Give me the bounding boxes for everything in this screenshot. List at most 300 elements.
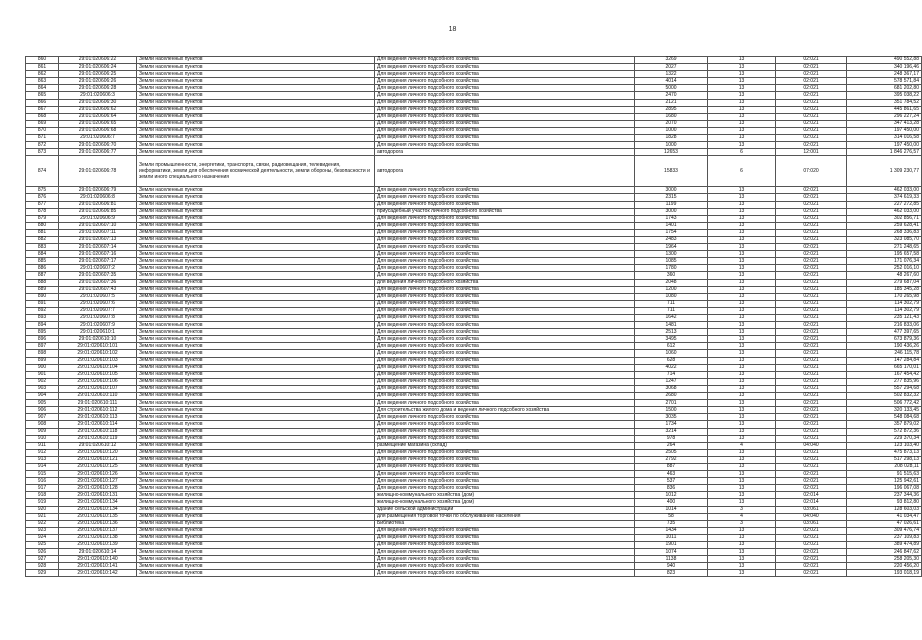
row-number: 881	[26, 229, 59, 236]
area-value: 1138	[635, 556, 708, 563]
use-code: 02:021	[776, 421, 847, 428]
area-value: 628	[635, 357, 708, 364]
cadastral-value: 125 942,61	[847, 478, 922, 485]
permitted-use: Для ведения личного подсобного хозяйства	[375, 85, 635, 92]
land-category: Земли населенных пунктов	[137, 194, 375, 201]
area-value: 1901	[635, 542, 708, 549]
cadastral-value: 340 196,46	[847, 64, 922, 71]
use-code: 02:021	[776, 201, 847, 208]
cadastral-value: 171 076,34	[847, 258, 922, 265]
row-number: 861	[26, 64, 59, 71]
permitted-use: Для ведения личного подсобного хозяйства	[375, 393, 635, 400]
permitted-use: Для ведения личного подсобного хозяйства	[375, 222, 635, 229]
cadastral-value: 395 038,22	[847, 92, 922, 99]
cadastral-value: 216 833,06	[847, 322, 922, 329]
permitted-use: Для ведения личного подсобного хозяйства	[375, 315, 635, 322]
permitted-use: Для ведения личного подсобного хозяйства	[375, 329, 635, 336]
permitted-use: Для ведения личного подсобного хозяйства	[375, 307, 635, 314]
cadastral-number: 29:01:020606:85	[59, 208, 137, 215]
land-category: Земли населенных пунктов	[137, 456, 375, 463]
use-code: 02:021	[776, 286, 847, 293]
row-number: 877	[26, 201, 59, 208]
use-code: 02:021	[776, 85, 847, 92]
table-row	[26, 492, 922, 499]
use-code: 02:021	[776, 478, 847, 485]
group-number: 13	[708, 71, 776, 78]
land-category: Земли населенных пунктов	[137, 201, 375, 208]
cadastral-value: 665 170,01	[847, 364, 922, 371]
row-number: 920	[26, 506, 59, 513]
area-value: 2680	[635, 393, 708, 400]
cadastral-value: 502 832,32	[847, 393, 922, 400]
land-category: Земли населенных пунктов	[137, 492, 375, 499]
cadastral-number: 29:01:020607:17	[59, 258, 137, 265]
use-code: 02:021	[776, 350, 847, 357]
group-number: 13	[708, 229, 776, 236]
table-row	[26, 187, 922, 194]
cadastral-value: 259 628,41	[847, 222, 922, 229]
cadastral-number: 29:01:020606:78	[59, 156, 137, 187]
group-number: 13	[708, 393, 776, 400]
cadastral-number: 29:01:020610:134	[59, 499, 137, 506]
permitted-use: Для ведения личного подсобного хозяйства	[375, 485, 635, 492]
cadastral-value: 279 687,04	[847, 279, 922, 286]
area-value: 1011	[635, 534, 708, 541]
row-number: 918	[26, 492, 59, 499]
cadastral-value: 557 294,68	[847, 385, 922, 392]
land-category: Земли населенных пунктов	[137, 187, 375, 194]
cadastral-value: 475 873,13	[847, 449, 922, 456]
row-number: 865	[26, 92, 59, 99]
use-code: 02:021	[776, 385, 847, 392]
cadastral-value: 1 309 230,77	[847, 156, 922, 187]
cadastral-value: 193 018,19	[847, 570, 922, 577]
row-number: 882	[26, 236, 59, 243]
area-value: 2027	[635, 64, 708, 71]
area-value: 1734	[635, 421, 708, 428]
group-number: 13	[708, 471, 776, 478]
area-value: 1642	[635, 315, 708, 322]
cadastral-value: 323 085,70	[847, 236, 922, 243]
row-number: 878	[26, 208, 59, 215]
use-code: 02:014	[776, 499, 847, 506]
land-category: Земли населенных пунктов	[137, 307, 375, 314]
row-number: 869	[26, 120, 59, 127]
cadastral-number: 29:01:020610:119	[59, 435, 137, 442]
permitted-use: жилищно-коммунального хозяйства (дом)	[375, 499, 635, 506]
group-number: 13	[708, 315, 776, 322]
group-number: 13	[708, 135, 776, 142]
row-number: 914	[26, 463, 59, 470]
table-row	[26, 499, 922, 506]
cadastral-value: 229 370,34	[847, 435, 922, 442]
land-category: Земли населенных пунктов	[137, 57, 375, 64]
permitted-use: Для ведения личного подсобного хозяйства	[375, 71, 635, 78]
cadastral-value: 248 367,17	[847, 71, 922, 78]
cadastral-number: 29:01:020606:28	[59, 85, 137, 92]
cadastral-value: 93 812,80	[847, 499, 922, 506]
permitted-use: Для ведения личного подсобного хозяйства	[375, 449, 635, 456]
area-value: 823	[635, 570, 708, 577]
row-number: 885	[26, 258, 59, 265]
cadastral-value: 48 267,60	[847, 272, 922, 279]
cadastral-number: 29:01:020610:128	[59, 485, 137, 492]
land-category: Земли населенных пунктов	[137, 99, 375, 106]
area-value: 711	[635, 300, 708, 307]
table-row	[26, 258, 922, 265]
use-code: 02:021	[776, 449, 847, 456]
cadastral-value: 190 436,26	[847, 343, 922, 350]
land-category: Земли населенных пунктов	[137, 244, 375, 251]
permitted-use: Для ведения личного подсобного хозяйства	[375, 265, 635, 272]
area-value: 1322	[635, 71, 708, 78]
use-code: 02:021	[776, 194, 847, 201]
land-category: Земли населенных пунктов	[137, 513, 375, 520]
permitted-use: Для ведения личного подсобного хозяйства	[375, 106, 635, 113]
table-row	[26, 71, 922, 78]
cadastral-number: 29:01:020610:111	[59, 400, 137, 407]
row-number: 921	[26, 513, 59, 520]
area-value: 1680	[635, 113, 708, 120]
group-number: 3	[708, 506, 776, 513]
use-code: 02:021	[776, 378, 847, 385]
area-value: 4014	[635, 78, 708, 85]
cadastral-number: 29:01:020610:121	[59, 456, 137, 463]
area-value: 3214	[635, 428, 708, 435]
permitted-use: Для ведения личного подсобного хозяйства	[375, 563, 635, 570]
row-number: 910	[26, 435, 59, 442]
land-category: Земли населенных пунктов	[137, 563, 375, 570]
group-number: 13	[708, 428, 776, 435]
use-code: 02:021	[776, 78, 847, 85]
cadastral-number: 29:01:020606:25	[59, 71, 137, 78]
cadastral-number: 29:01:020606:79	[59, 187, 137, 194]
area-value: 463	[635, 471, 708, 478]
use-code: 02:021	[776, 229, 847, 236]
cadastral-number: 29:01:020607:11	[59, 229, 137, 236]
table-row	[26, 563, 922, 570]
cadastral-number: 29:01:020610:131	[59, 492, 137, 499]
group-number: 13	[708, 215, 776, 222]
area-value: 1085	[635, 258, 708, 265]
group-number: 13	[708, 222, 776, 229]
land-category: Земли населенных пунктов	[137, 499, 375, 506]
row-number: 880	[26, 222, 59, 229]
group-number: 13	[708, 92, 776, 99]
use-code: 02:021	[776, 215, 847, 222]
area-value: 15833	[635, 156, 708, 187]
land-category: Земли населенных пунктов	[137, 149, 375, 156]
cadastral-number: 29:01:020606:8	[59, 194, 137, 201]
use-code: 02:021	[776, 357, 847, 364]
cadastral-value: 246 115,78	[847, 350, 922, 357]
use-code: 02:021	[776, 556, 847, 563]
row-number: 898	[26, 350, 59, 357]
cadastral-value: 302 856,71	[847, 215, 922, 222]
cadastral-number: 29:01:020610:138	[59, 534, 137, 541]
area-value: 537	[635, 478, 708, 485]
cadastral-number: 29:01:020610:110	[59, 393, 137, 400]
cadastral-number: 29:01:020610:126	[59, 471, 137, 478]
cadastral-number: 29:01:020607:16	[59, 251, 137, 258]
cadastral-number: 29:01:020606:70	[59, 142, 137, 149]
table-row	[26, 463, 922, 470]
group-number: 13	[708, 463, 776, 470]
cadastral-number: 29:01:020610:114	[59, 421, 137, 428]
permitted-use: Для ведения личного подсобного хозяйства	[375, 187, 635, 194]
cadastral-value: 681 202,80	[847, 85, 922, 92]
group-number: 13	[708, 236, 776, 243]
cadastral-value: 351 784,52	[847, 99, 922, 106]
land-category: Земли населенных пунктов	[137, 329, 375, 336]
cadastral-value: 227 272,85	[847, 201, 922, 208]
row-number: 895	[26, 329, 59, 336]
area-value: 3000	[635, 208, 708, 215]
permitted-use: Для строительства жилого дома и ведения личного подсобного хозяйства	[375, 407, 635, 414]
permitted-use: Для ведения личного подсобного хозяйства	[375, 456, 635, 463]
group-number: 13	[708, 258, 776, 265]
row-number: 901	[26, 371, 59, 378]
group-number: 13	[708, 57, 776, 64]
cadastral-number: 29:01:020610:106	[59, 378, 137, 385]
permitted-use: Для ведения личного подсобного хозяйства	[375, 435, 635, 442]
group-number: 13	[708, 142, 776, 149]
land-category: Земли населенных пунктов	[137, 520, 375, 527]
permitted-use: Для ведения личного подсобного хозяйства	[375, 371, 635, 378]
area-value: 1481	[635, 322, 708, 329]
land-category: Земли промышленности, энергетики, транспорта, связи, радиовещания, телевидения, информатики, земли для обеспечения космической деятельности, земли обороны, безопасности и земли иного специального назначения	[137, 156, 375, 187]
cadastral-value: 673 879,36	[847, 336, 922, 343]
use-code: 02:021	[776, 64, 847, 71]
permitted-use: Для ведения личного подсобного хозяйства	[375, 322, 635, 329]
permitted-use: Для ведения личного подсобного хозяйства	[375, 229, 635, 236]
table-row	[26, 513, 922, 520]
land-category: Земли населенных пунктов	[137, 350, 375, 357]
cadastral-value: 195 657,58	[847, 251, 922, 258]
area-value: 1434	[635, 527, 708, 534]
cadastral-number: 29:01:020610:101	[59, 343, 137, 350]
table-row	[26, 329, 922, 336]
cadastral-number: 29:01:020607:14	[59, 244, 137, 251]
area-value: 1060	[635, 350, 708, 357]
use-code: 02:021	[776, 244, 847, 251]
use-code: 02:021	[776, 400, 847, 407]
cadastral-number: 29:01:020607:13	[59, 236, 137, 243]
group-number: 13	[708, 329, 776, 336]
group-number: 13	[708, 106, 776, 113]
use-code: 02:021	[776, 322, 847, 329]
area-value: 3000	[635, 187, 708, 194]
row-number: 863	[26, 78, 59, 85]
row-number: 879	[26, 215, 59, 222]
cadastral-value: 128 603,03	[847, 506, 922, 513]
cadastral-number: 29:01:020607:6	[59, 300, 137, 307]
cadastral-number: 29:01:020610:120	[59, 449, 137, 456]
land-category: Земли населенных пунктов	[137, 542, 375, 549]
cadastral-number: 29:01:020607:36	[59, 279, 137, 286]
land-category: Земли населенных пунктов	[137, 357, 375, 364]
area-value: 978	[635, 435, 708, 442]
permitted-use: для ведения личного подсобного хозяйства	[375, 279, 635, 286]
row-number: 922	[26, 520, 59, 527]
cadastral-value: 445 861,65	[847, 106, 922, 113]
row-number: 871	[26, 135, 59, 142]
row-number: 923	[26, 527, 59, 534]
row-number: 866	[26, 99, 59, 106]
group-number: 13	[708, 478, 776, 485]
cadastral-value: 572 872,36	[847, 428, 922, 435]
land-category: Земли населенных пунктов	[137, 142, 375, 149]
land-category: Земли населенных пунктов	[137, 78, 375, 85]
row-number: 872	[26, 142, 59, 149]
area-value: 887	[635, 463, 708, 470]
cadastral-number: 29:01:020606:9	[59, 215, 137, 222]
permitted-use: Для ведения личного подсобного хозяйства	[375, 99, 635, 106]
permitted-use: Для ведения личного подсобного хозяйства	[375, 414, 635, 421]
table-row	[26, 478, 922, 485]
use-code: 02:021	[776, 549, 847, 556]
area-value: 2470	[635, 92, 708, 99]
cadastral-value: 548 084,68	[847, 414, 922, 421]
use-code: 12:001	[776, 149, 847, 156]
row-number: 911	[26, 442, 59, 449]
row-number: 915	[26, 471, 59, 478]
cadastral-number: 29:01:020607:35	[59, 272, 137, 279]
permitted-use: приусадебный участок личного подсобного хозяйства	[375, 208, 635, 215]
cadastral-number: 29:01:020607:5	[59, 293, 137, 300]
land-category: Земли населенных пунктов	[137, 64, 375, 71]
use-code: 02:021	[776, 293, 847, 300]
area-value: 4022	[635, 364, 708, 371]
permitted-use: Для ведения личного подсобного хозяйства	[375, 92, 635, 99]
permitted-use: Для ведения личного подсобного хозяйства	[375, 236, 635, 243]
row-number: 875	[26, 187, 59, 194]
cadastral-number: 29:01:020606:30	[59, 99, 137, 106]
land-category: Земли населенных пунктов	[137, 371, 375, 378]
row-number: 883	[26, 244, 59, 251]
use-code: 02:021	[776, 456, 847, 463]
group-number: 13	[708, 251, 776, 258]
cadastral-number: 29:01:020610:105	[59, 371, 137, 378]
cadastral-number: 29:01:020606:7	[59, 135, 137, 142]
permitted-use: Для ведения личного подсобного хозяйства	[375, 428, 635, 435]
table-row	[26, 315, 922, 322]
row-number: 874	[26, 156, 59, 187]
cadastral-value: 208 028,11	[847, 463, 922, 470]
land-category: Земли населенных пунктов	[137, 222, 375, 229]
table-row	[26, 350, 922, 357]
use-code: 02:021	[776, 542, 847, 549]
row-number: 909	[26, 428, 59, 435]
cadastral-value: 167 454,42	[847, 371, 922, 378]
cadastral-value: 320 133,45	[847, 407, 922, 414]
row-number: 884	[26, 251, 59, 258]
permitted-use: Для ведения личного подсобного хозяйства	[375, 57, 635, 64]
use-code: 02:021	[776, 127, 847, 134]
permitted-use: для размещения торговой точки по обслуживанию населения	[375, 513, 635, 520]
cadastral-number: 29:01:020610:10	[59, 336, 137, 343]
area-value: 612	[635, 343, 708, 350]
group-number: 13	[708, 113, 776, 120]
use-code: 02:021	[776, 300, 847, 307]
row-number: 913	[26, 456, 59, 463]
area-value: 12653	[635, 149, 708, 156]
land-category: Земли населенных пунктов	[137, 208, 375, 215]
cadastral-number: 29:01:020610:104	[59, 364, 137, 371]
table-row	[26, 149, 922, 156]
land-category: Земли населенных пунктов	[137, 527, 375, 534]
land-category: Земли населенных пунктов	[137, 300, 375, 307]
row-number: 873	[26, 149, 59, 156]
table-row	[26, 265, 922, 272]
group-number: 13	[708, 78, 776, 85]
land-category: Земли населенных пунктов	[137, 364, 375, 371]
permitted-use: Для ведения личного подсобного хозяйства	[375, 471, 635, 478]
group-number: 13	[708, 286, 776, 293]
cadastral-value: 347 413,28	[847, 120, 922, 127]
row-number: 905	[26, 400, 59, 407]
table-row	[26, 414, 922, 421]
cadastral-value: 389 474,89	[847, 542, 922, 549]
area-value: 1000	[635, 142, 708, 149]
permitted-use: Для ведения личного подсобного хозяйства	[375, 556, 635, 563]
permitted-use: Для ведения личного подсобного хозяйства	[375, 421, 635, 428]
permitted-use: Для ведения личного подсобного хозяйства	[375, 135, 635, 142]
permitted-use: Для ведения личного подсобного хозяйства	[375, 244, 635, 251]
row-number: 892	[26, 307, 59, 314]
cadastral-value: 41 034,47	[847, 513, 922, 520]
land-category: Земли населенных пунктов	[137, 393, 375, 400]
use-code: 02:021	[776, 570, 847, 577]
group-number: 13	[708, 272, 776, 279]
use-code: 02:021	[776, 435, 847, 442]
area-value: 1754	[635, 229, 708, 236]
area-value: 1200	[635, 286, 708, 293]
cadastral-number: 29:01:020610:136	[59, 520, 137, 527]
permitted-use: Для ведения личного подсобного хозяйства	[375, 542, 635, 549]
cadastral-value: 246 847,62	[847, 549, 922, 556]
group-number: 13	[708, 208, 776, 215]
table-row	[26, 142, 922, 149]
land-category: Земли населенных пунктов	[137, 272, 375, 279]
group-number: 13	[708, 265, 776, 272]
land-category: Земли населенных пунктов	[137, 113, 375, 120]
table-row	[26, 322, 922, 329]
use-code: 02:021	[776, 307, 847, 314]
permitted-use: Для ведения личного подсобного хозяйства	[375, 201, 635, 208]
land-category: Земли населенных пунктов	[137, 135, 375, 142]
land-category: Земли населенных пунктов	[137, 85, 375, 92]
group-number: 13	[708, 85, 776, 92]
land-category: Земли населенных пунктов	[137, 385, 375, 392]
row-number: 907	[26, 414, 59, 421]
use-code: 02:021	[776, 142, 847, 149]
use-code: 02:021	[776, 336, 847, 343]
table-row	[26, 92, 922, 99]
row-number: 926	[26, 549, 59, 556]
use-code: 02:021	[776, 236, 847, 243]
area-value: 1247	[635, 378, 708, 385]
permitted-use: Для ведения личного подсобного хозяйства	[375, 350, 635, 357]
land-category: Земли населенных пунктов	[137, 478, 375, 485]
permitted-use: Для ведения личного подсобного хозяйства	[375, 78, 635, 85]
cadastral-value: 147 284,84	[847, 357, 922, 364]
area-value: 1828	[635, 135, 708, 142]
group-number: 13	[708, 244, 776, 251]
area-value: 2505	[635, 449, 708, 456]
group-number: 13	[708, 293, 776, 300]
permitted-use: Для ведения личного подсобного хозяйства	[375, 343, 635, 350]
